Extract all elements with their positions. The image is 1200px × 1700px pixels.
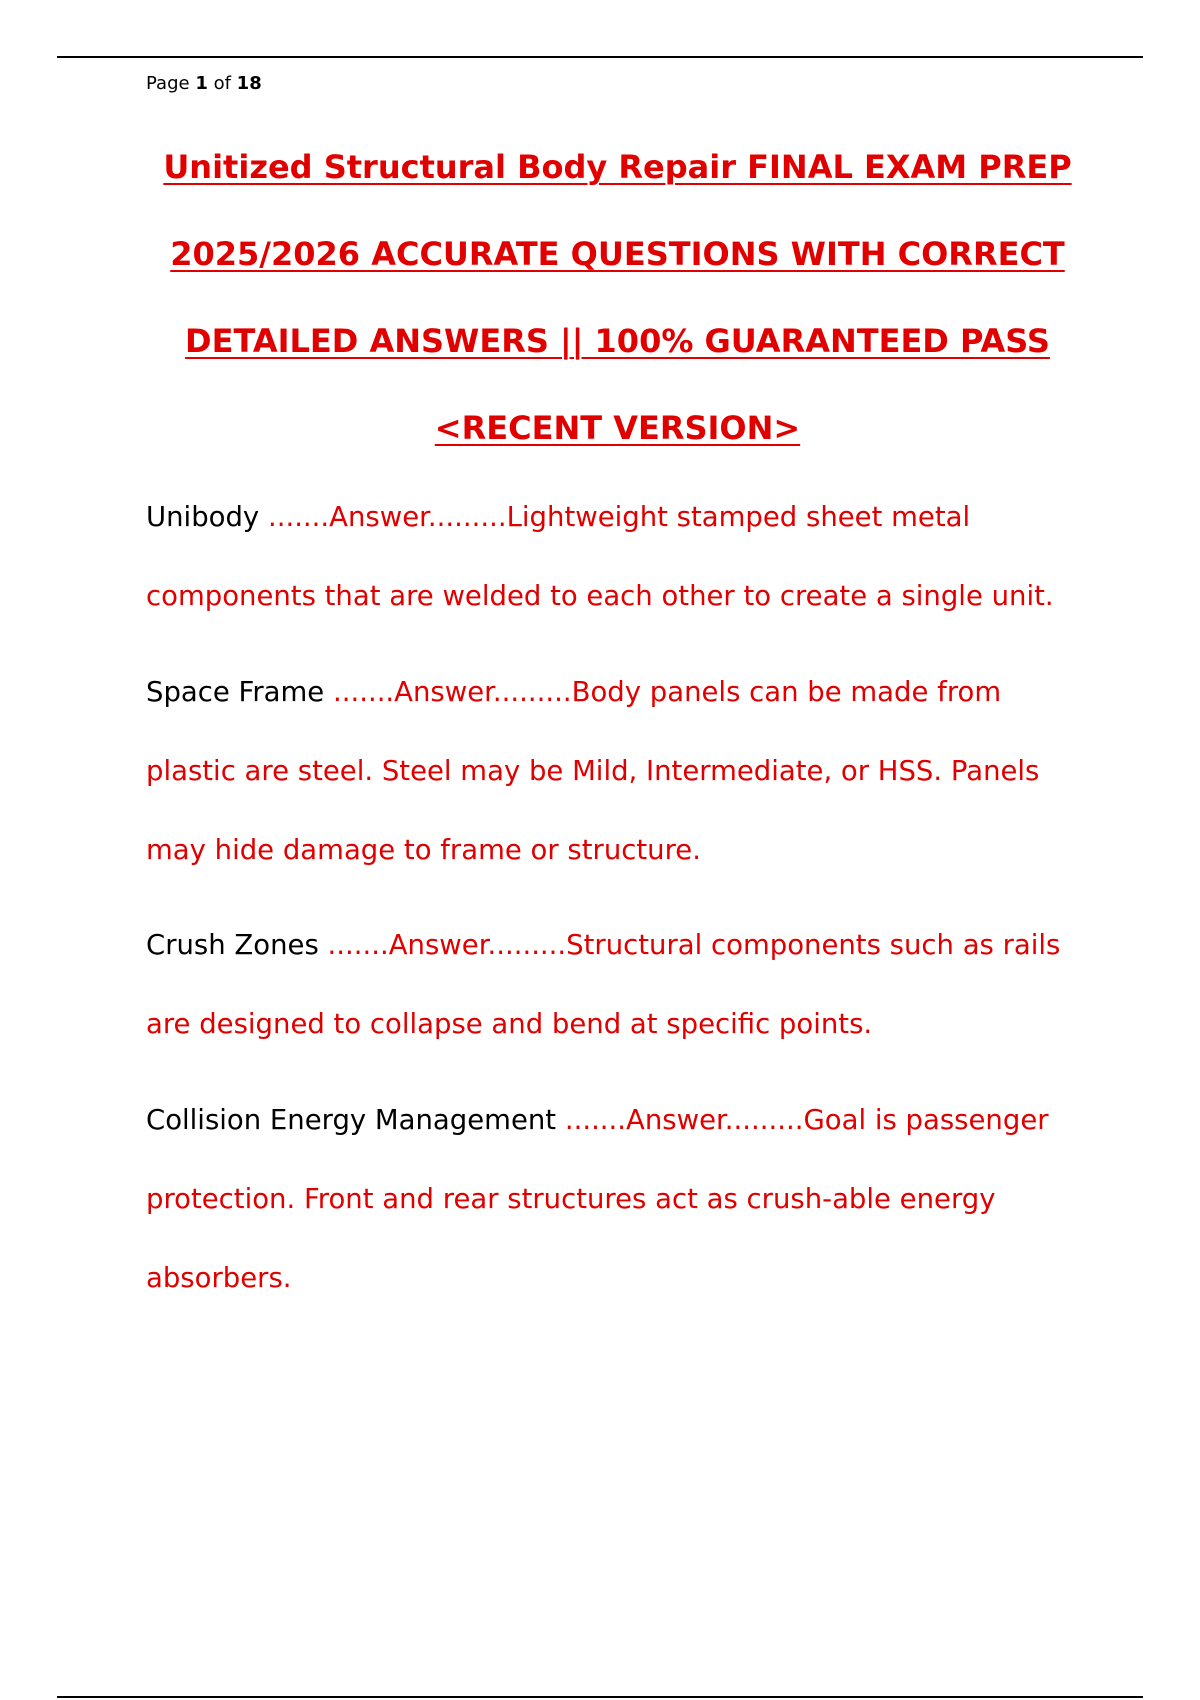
qa-item	[146, 478, 1096, 636]
qa-term: Collision Energy Management	[146, 1104, 557, 1136]
title-line-1: Unitized Structural Body Repair FINAL EXAM PREP	[163, 148, 1072, 186]
qa-separator: .......Answer.........	[332, 676, 572, 708]
qa-term: Unibody	[146, 501, 260, 533]
title-line-3: DETAILED ANSWERS || 100% GUARANTEED PASS	[185, 322, 1050, 360]
qa-separator: .......Answer.........	[327, 929, 567, 961]
qa-item	[146, 1081, 1096, 1318]
title-line-4: <RECENT VERSION>	[434, 409, 801, 447]
page-prefix: Page	[146, 73, 190, 94]
page-current: 1	[195, 73, 208, 94]
qa-separator: .......Answer.........	[267, 501, 507, 533]
page-of: of	[213, 73, 231, 94]
qa-answer: Structural components such as rails are designed to collapse and bend at specific points.	[146, 929, 1061, 1040]
qa-answer: Goal is passenger protection. Front and rear structures act as crush-able energy absorbers.	[146, 1104, 1049, 1294]
bottom-divider	[57, 1696, 1143, 1698]
page-indicator	[146, 72, 262, 96]
qa-item	[146, 906, 1096, 1064]
qa-separator: .......Answer.........	[564, 1104, 804, 1136]
title-line-2: 2025/2026 ACCURATE QUESTIONS WITH CORRECT	[170, 235, 1065, 273]
qa-term: Crush Zones	[146, 929, 319, 961]
qa-item	[146, 653, 1096, 890]
document-title	[100, 124, 1135, 472]
qa-term: Space Frame	[146, 676, 325, 708]
qa-answer: Body panels can be made from plastic are steel. Steel may be Mild, Intermediate, or HSS. Panels may hide damage to frame or structure.	[146, 676, 1040, 866]
top-divider	[57, 56, 1143, 58]
qa-answer: Lightweight stamped sheet metal components that are welded to each other to create a single unit.	[146, 501, 1054, 612]
page-total: 18	[236, 73, 262, 94]
